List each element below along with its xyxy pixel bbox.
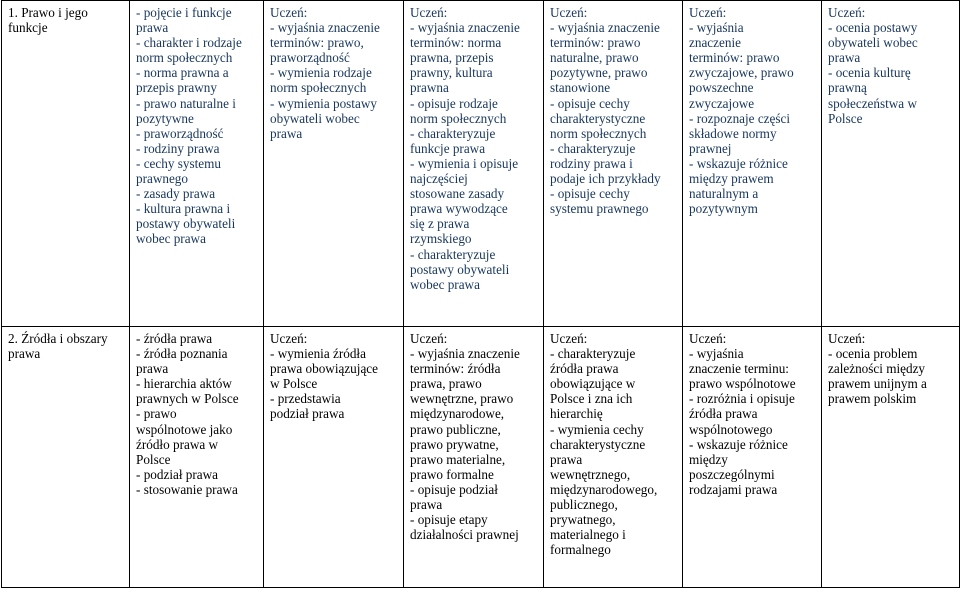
requirements-level-3-cell: Uczeń: - wyjaśnia znaczenie terminów: prawo naturalne, prawo pozytywne, prawo stanowione - opisuje cechy charakterystyczne norm społecznych - charakteryzuje rodziny prawa i podaje ich przykłady - opisuje cechy systemu prawnego (544, 1, 683, 327)
requirements-level-2-cell: Uczeń: - wyjaśnia znaczenie terminów: norma prawna, przepis prawny, kultura prawna - opisuje rodzaje norm społecznych - charakteryzuje funkcje prawa - wymienia i opisuje najczęściej stosowane zasady prawa wywodzące się z prawa rzymskiego - charakteryzuje postawy obywateli wobec prawa (404, 1, 544, 327)
curriculum-table (1, 0, 960, 588)
requirements-level-4-cell: Uczeń: - wyjaśnia znaczenie terminu: prawo wspólnotowe - rozróżnia i opisuje źródła prawa wspólnotowego - wskazuje różnice między poszczególnymi rodzajami prawa (683, 327, 822, 588)
requirements-level-4-cell: Uczeń: - wyjaśnia znaczenie terminów: prawo zwyczajowe, prawo powszechne zwyczajowe - rozpoznaje części składowe normy prawnej - wskazuje różnice między prawem naturalnym a pozytywnym (683, 1, 822, 327)
requirements-level-1-cell: Uczeń: - wyjaśnia znaczenie terminów: prawo, praworządność - wymienia rodzaje norm społecznych - wymienia postawy obywateli wobec prawa (264, 1, 404, 327)
requirements-level-5-cell: Uczeń: - ocenia problem zależności między prawem unijnym a prawem polskim (822, 327, 960, 588)
requirements-level-3-cell: Uczeń: - charakteryzuje źródła prawa obowiązujące w Polsce i zna ich hierarchię - wymienia cechy charakterystyczne prawa wewnętrznego, międzynarodowego, publicznego, prywatnego, materialnego i formalnego (544, 327, 683, 588)
topic-cell: 1. Prawo i jego funkcje (2, 1, 130, 327)
table-row (2, 327, 960, 588)
requirements-level-2-cell: Uczeń: - wyjaśnia znaczenie terminów: źródła prawa, prawo wewnętrzne, prawo międzynarodowe, prawo publiczne, prawo prywatne, prawo materialne, prawo formalne - opisuje podział prawa - opisuje etapy działalności prawnej (404, 327, 544, 588)
content-cell: - pojęcie i funkcje prawa - charakter i rodzaje norm społecznych - norma prawna a przepis prawny - prawo naturalne i pozytywne - praworządność - rodziny prawa - cechy systemu prawnego - zasady prawa - kultura prawna i postawy obywateli wobec prawa (130, 1, 264, 327)
content-cell: - źródła prawa - źródła poznania prawa - hierarchia aktów prawnych w Polsce - prawo wspólnotowe jako źródło prawa w Polsce - podział prawa - stosowanie prawa (130, 327, 264, 588)
requirements-level-1-cell: Uczeń: - wymienia źródła prawa obowiązujące w Polsce - przedstawia podział prawa (264, 327, 404, 588)
requirements-level-5-cell: Uczeń: - ocenia postawy obywateli wobec prawa - ocenia kulturę prawną społeczeństwa w Polsce (822, 1, 960, 327)
topic-cell: 2. Źródła i obszary prawa (2, 327, 130, 588)
table-row (2, 1, 960, 327)
